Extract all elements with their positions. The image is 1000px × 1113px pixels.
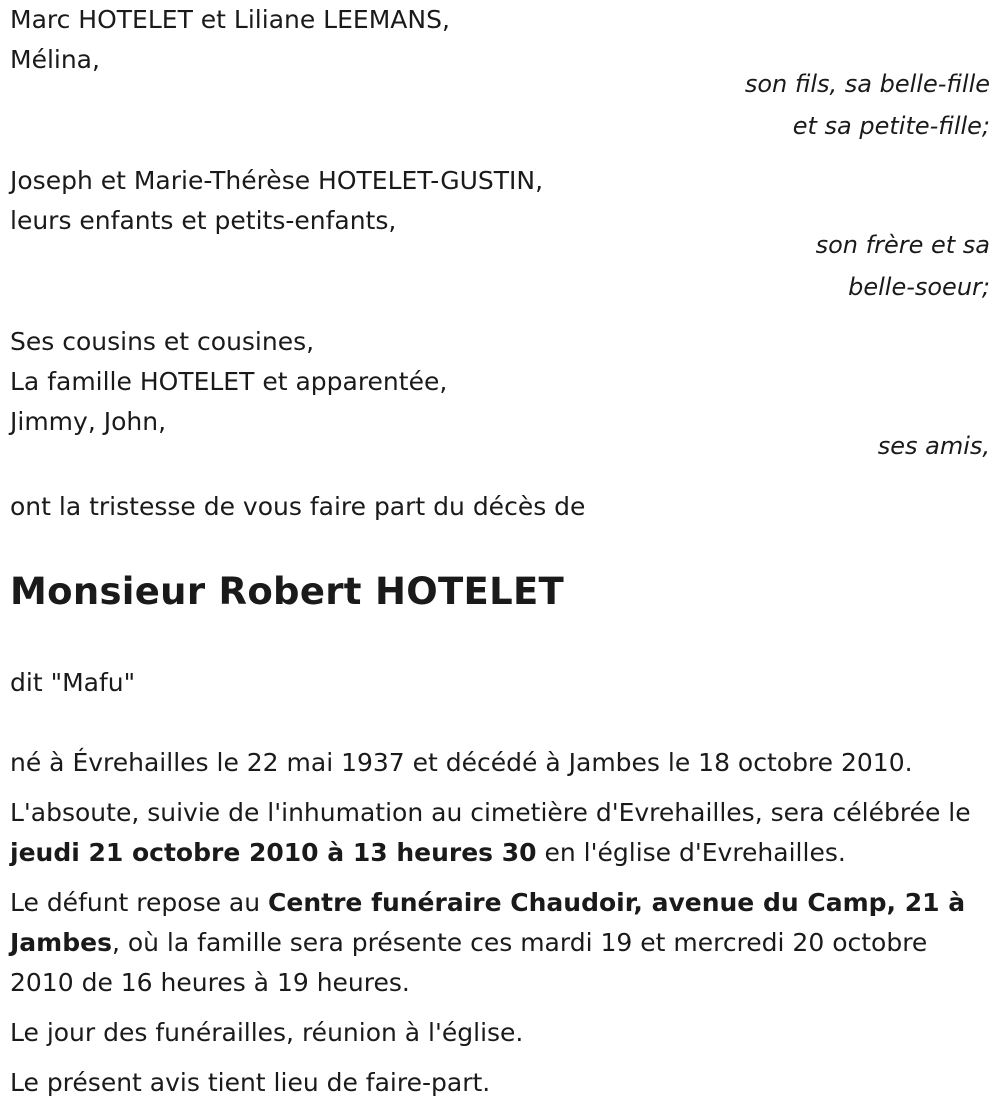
family-line: La famille HOTELET et apparentée, <box>10 367 448 396</box>
relation-line: belle-soeur; <box>848 273 990 301</box>
visitation-paragraph <box>10 883 990 1003</box>
family-line: leurs enfants et petits-enfants, <box>10 206 397 235</box>
notice-text: Le présent avis tient lieu de faire-part. <box>10 1068 491 1097</box>
visitation-intro: Le défunt repose au <box>10 888 269 917</box>
visitation-details: , où la famille sera présente ces mardi 19 et mercredi 20 octobre 2010 de 16 heures à 19 heures. <box>10 928 928 997</box>
ceremony-datetime: jeudi 21 octobre 2010 à 13 heures 30 <box>10 838 537 867</box>
obituary-notice <box>10 0 990 1113</box>
relation-line: ses amis, <box>877 432 990 460</box>
family-line: Mélina, <box>10 45 100 74</box>
funeral-day-text: Le jour des funérailles, réunion à l'église. <box>10 1018 524 1047</box>
ceremony-paragraph <box>10 793 990 873</box>
deceased-name: Monsieur Robert HOTELET <box>10 570 565 613</box>
relation-line: son fils, sa belle-fille <box>744 70 990 98</box>
birth-death-text: né à Évrehailles le 22 mai 1937 et décédé à Jambes le 18 octobre 2010. <box>10 748 913 777</box>
announcement-text: ont la tristesse de vous faire part du décès de <box>10 492 586 521</box>
ceremony-intro: L'absoute, suivie de l'inhumation au cimetière d'Evrehailles, sera célébrée le <box>10 798 971 827</box>
visitation-location: Centre funéraire Chaudoir, avenue du Camp, 21 à Jambes <box>10 888 966 957</box>
family-line: Ses cousins et cousines, <box>10 327 315 356</box>
family-line: Marc HOTELET et Liliane LEEMANS, <box>10 5 450 34</box>
nickname: dit "Mafu" <box>10 668 136 697</box>
family-line: Joseph et Marie-Thérèse HOTELET-GUSTIN, <box>10 166 544 195</box>
relation-line: son frère et sa <box>815 231 990 259</box>
family-line: Jimmy, John, <box>10 407 167 436</box>
ceremony-place: en l'église d'Evrehailles. <box>536 838 846 867</box>
relation-line: et sa petite-fille; <box>792 112 990 140</box>
